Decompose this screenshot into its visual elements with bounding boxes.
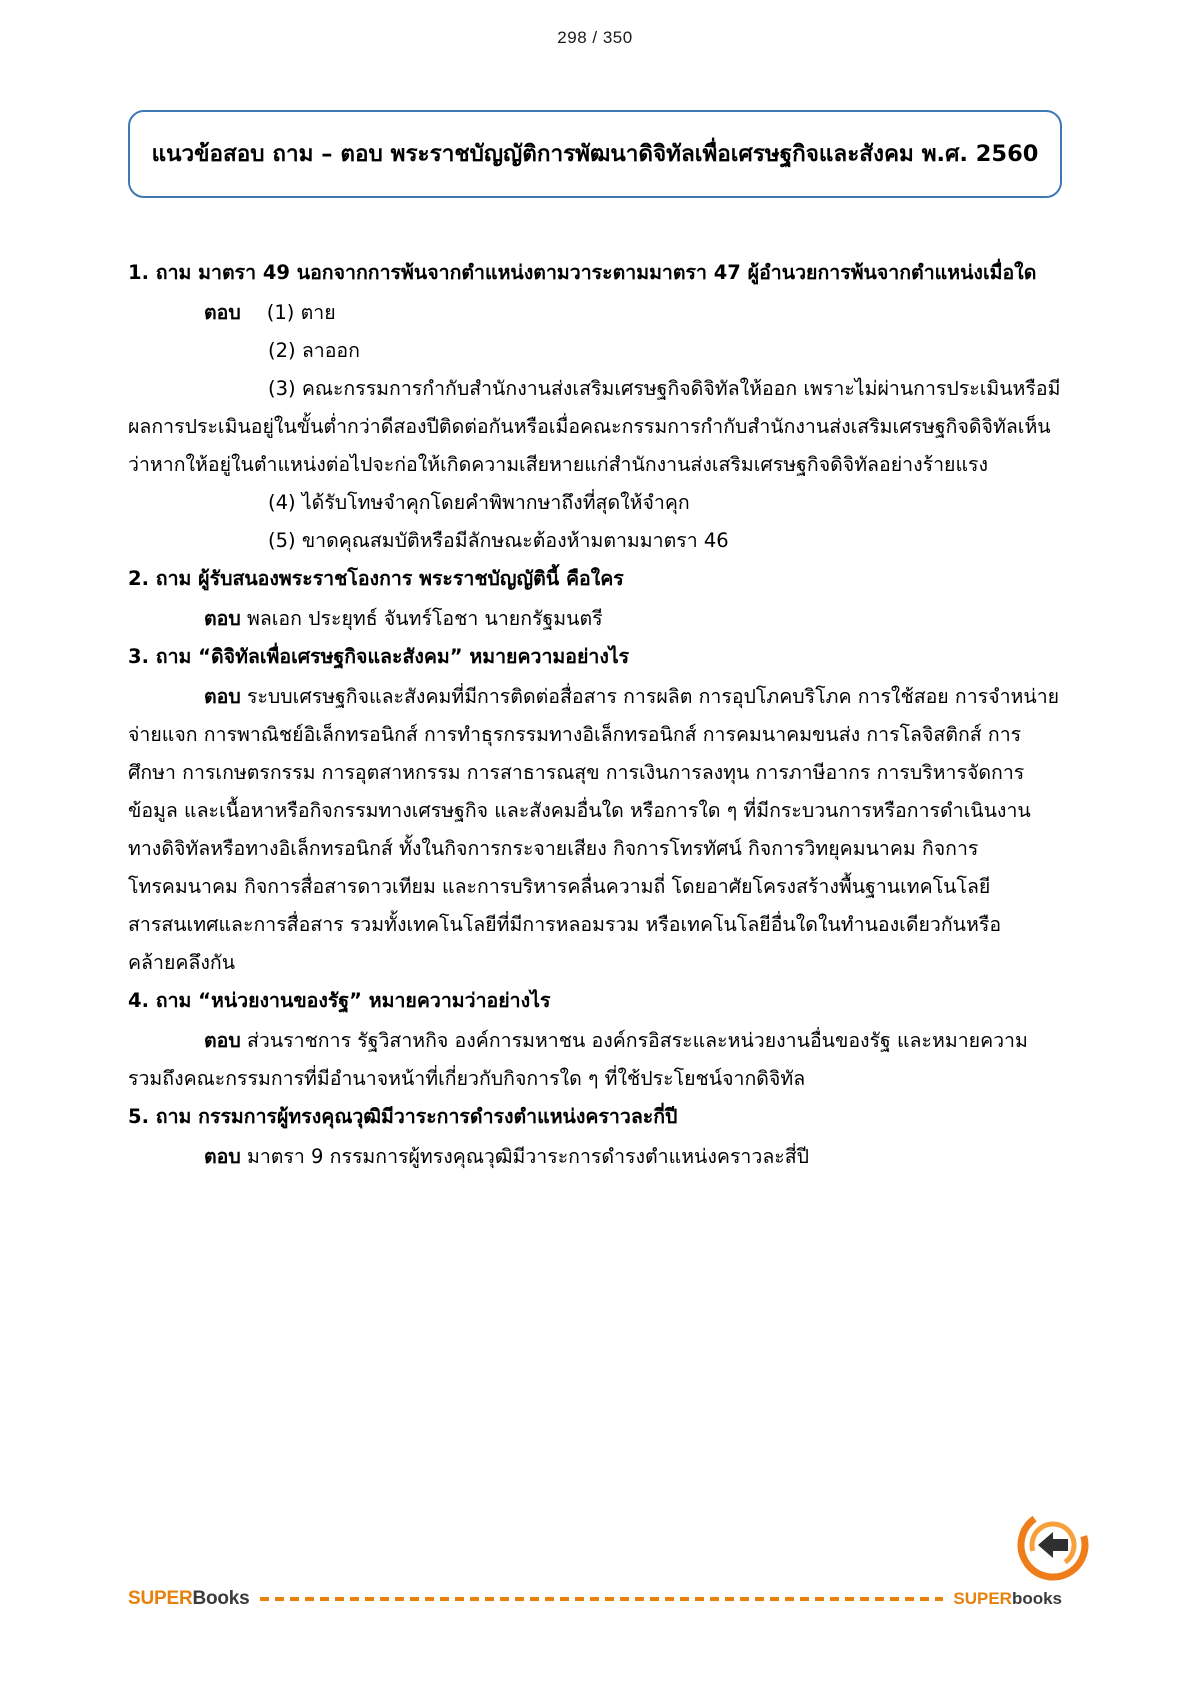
answer-label-4: ตอบ — [204, 1029, 241, 1053]
footer-brand-right-books: books — [1011, 1589, 1062, 1608]
footer-brand-right — [953, 1589, 1062, 1609]
answer-1-option-1-row — [128, 294, 1062, 332]
option-1-4: (4) ได้รับโทษจำคุกโดยคำพิพากษาถึงที่สุดให้จำคุก — [268, 491, 690, 515]
page-title: แนวข้อสอบ ถาม – ตอบ พระราชบัญญัติการพัฒนาดิจิทัลเพื่อเศรษฐกิจและสังคม พ.ศ. 2560 — [151, 140, 1039, 167]
footer-brand-left-books: Books — [192, 1588, 250, 1609]
footer-brand-left-super: SUPER — [128, 1588, 193, 1609]
option-1-5: (5) ขาดคุณสมบัติหรือมีลักษณะต้องห้ามตามมาตรา 46 — [268, 529, 729, 553]
answer-3-row — [128, 678, 1062, 982]
answer-label-2: ตอบ — [204, 607, 241, 631]
qa-block-5 — [128, 1098, 1062, 1176]
option-1-3: (3) คณะกรรมการกำกับสำนักงานส่งเสริมเศรษฐกิจดิจิทัลให้ออก เพราะไม่ผ่านการประเมินหรือมีผลการประเมินอยู่ในขั้นต่ำกว่าดีสองปีติดต่อกันหรือเมื่อคณะกรรมการกำกับสำนักงานส่งเสริมเศรษฐกิจดิจิทัลเห็นว่าหากให้อยู่ในตำแหน่งต่อไปจะก่อให้เกิดความเสียหายแก่สำนักงานส่งเสริมเศรษฐกิจดิจิทัลอย่างร้ายแรง — [128, 377, 1061, 477]
answer-2-row — [128, 600, 1062, 638]
footer-brand-left — [128, 1588, 250, 1610]
footer-divider — [260, 1597, 944, 1601]
page-indicator: 298 / 350 — [557, 28, 633, 47]
option-1-1: (1) ตาย — [266, 301, 336, 325]
answer-2-text: พลเอก ประยุทธ์ จันทร์โอชา นายกรัฐมนตรี — [246, 607, 603, 631]
option-1-2: (2) ลาออก — [268, 339, 360, 363]
qa-block-4 — [128, 982, 1062, 1098]
question-1: 1. ถาม มาตรา 49 นอกจากการพ้นจากตำแหน่งตามวาระตามมาตรา 47 ผู้อำนวยการพ้นจากตำแหน่งเมื่อใด — [128, 261, 1037, 284]
answer-4-text: ส่วนราชการ รัฐวิสาหกิจ องค์การมหาชน องค์กรอิสระและหน่วยงานอื่นของรัฐ และหมายความรวมถึงคณะกรรมการที่มีอำนาจหน้าที่เกี่ยวกับกิจการใด ๆ ที่ใช้ประโยชน์จากดิจิทัล — [128, 1029, 1028, 1091]
answer-3-text: ระบบเศรษฐกิจและสังคมที่มีการติดต่อสื่อสาร การผลิต การอุปโภคบริโภค การใช้สอย การจำหน่ายจ่ายแจก การพาณิชย์อิเล็กทรอนิกส์ การทำธุรกรรมทางอิเล็กทรอนิกส์ การคมนาคมขนส่ง การโลจิสติกส์ การศึกษา การเกษตรกรรม การอุตสาหกรรม การสาธารณสุข การเงินการลงทุน การภาษีอากร การบริหารจัดการข้อมูล และเนื้อหาหรือกิจกรรมทางเศรษฐกิจ และสังคมอื่นใด หรือการใด ๆ ที่มีกระบวนการหรือการดำเนินงานทางดิจิทัลหรือทางอิเล็กทรอนิกส์ ทั้งในกิจการกระจายเสียง กิจการโทรทัศน์ กิจการวิทยุคมนาคม กิจการโทรคมนาคม กิจการสื่อสารดาวเทียม และการบริหารคลื่นความถี่ โดยอาศัยโครงสร้างพื้นฐานเทคโนโลยีสารสนเทศและการสื่อสาร รวมทั้งเทคโนโลยีที่มีการหลอมรวม หรือเทคโนโลยีอื่นใดในทำนองเดียวกันหรือคล้ายคลึงกัน — [128, 685, 1060, 975]
qa-block-3 — [128, 638, 1062, 982]
answer-5-text: มาตรา 9 กรรมการผู้ทรงคุณวุฒิมีวาระการดำรงตำแหน่งคราวละสี่ปี — [246, 1145, 810, 1169]
qa-block-2 — [128, 560, 1062, 638]
footer-brand-right-super: SUPER — [953, 1589, 1012, 1608]
answer-label-3: ตอบ — [204, 685, 241, 709]
page-footer — [0, 1560, 1190, 1683]
answer-label-1: ตอบ — [204, 301, 241, 325]
answer-label-5: ตอบ — [204, 1145, 241, 1169]
answer-5-row — [128, 1138, 1062, 1176]
superbooks-logo-icon — [1016, 1508, 1090, 1582]
footer-brand-rule — [128, 1588, 1062, 1610]
qa-block-1 — [128, 254, 1062, 560]
document-body — [128, 110, 1062, 1176]
question-3: 3. ถาม “ดิจิทัลเพื่อเศรษฐกิจและสังคม” หมายความอย่างไร — [128, 645, 630, 669]
question-4: 4. ถาม “หน่วยงานของรัฐ” หมายความว่าอย่างไร — [128, 989, 551, 1013]
document-title-box — [128, 110, 1062, 198]
answer-4-row — [128, 1022, 1062, 1098]
question-5: 5. ถาม กรรมการผู้ทรงคุณวุฒิมีวาระการดำรงตำแหน่งคราวละกี่ปี — [128, 1105, 678, 1129]
question-2: 2. ถาม ผู้รับสนองพระราชโองการ พระราชบัญญัตินี้ คือใคร — [128, 567, 624, 591]
